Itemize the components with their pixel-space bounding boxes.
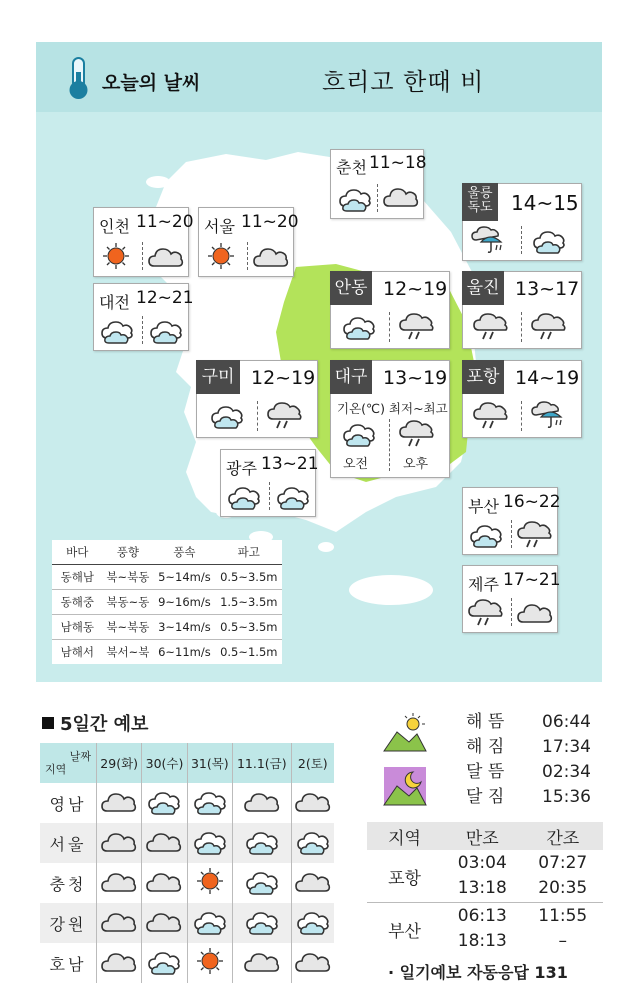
city-name: 구미	[196, 360, 240, 394]
city-name-line2: 독도	[467, 200, 493, 215]
cloudy-icon	[253, 242, 289, 270]
city-name: 인천	[99, 217, 130, 236]
city-name: 울진	[462, 271, 504, 305]
partly-cloudy-icon	[341, 312, 377, 340]
cloudy-icon	[101, 827, 137, 855]
region-name: 호남	[40, 943, 97, 983]
city-name: 대구	[330, 360, 372, 394]
sea-cell: 북~북동	[103, 565, 154, 590]
partly-cloudy-icon	[244, 907, 280, 935]
legend-pm: 오후	[403, 457, 429, 472]
footer-hotline: · 일기예보 자동응답 131	[388, 963, 568, 982]
cloudy-icon	[101, 867, 137, 895]
rain-cloud-icon	[531, 312, 567, 340]
table-row	[40, 863, 334, 903]
city-temp: 13~17	[515, 278, 580, 300]
thermometer-icon	[64, 56, 94, 102]
tide-header: 간조	[546, 828, 580, 849]
partly-cloudy-icon	[192, 907, 228, 935]
region-name: 영남	[40, 783, 97, 823]
legend-am: 오전	[343, 457, 369, 472]
partly-cloudy-icon	[531, 226, 567, 254]
city-temp: 13~19	[383, 367, 448, 389]
sea-cell: 북서~북	[106, 645, 150, 659]
cloudy-icon	[295, 867, 331, 895]
partly-cloudy-icon	[244, 827, 280, 855]
tide-high: 18:13	[457, 931, 507, 951]
partly-cloudy-icon	[295, 827, 331, 855]
tide-low: 20:35	[538, 878, 588, 898]
region-name: 충청	[40, 863, 97, 903]
sea-header: 파고	[216, 540, 282, 565]
city-card-chuncheon	[330, 149, 427, 219]
partly-cloudy-icon	[192, 827, 228, 855]
moonset-label: 달 짐	[466, 787, 505, 807]
cloudy-icon	[244, 787, 280, 815]
rain-umbrella-icon	[531, 401, 567, 429]
partly-cloudy-icon	[192, 787, 228, 815]
city-name-line1: 울릉	[467, 186, 493, 201]
city-name: 광주	[226, 459, 257, 478]
sea-header: 풍속	[153, 540, 215, 565]
sunny-icon	[203, 242, 239, 270]
sunny-icon	[192, 867, 228, 895]
city-name: 대전	[99, 293, 130, 312]
sea-cell: 5~14m/s	[153, 565, 215, 590]
sea-header: 풍향	[103, 540, 154, 565]
moonrise-time: 02:34	[542, 762, 591, 782]
city-card-uljin	[462, 271, 582, 349]
city-name: 안동	[330, 271, 372, 305]
partly-cloudy-icon	[148, 316, 184, 344]
forecast-date: 30(수)	[142, 743, 187, 783]
tide-high: 06:13	[457, 906, 507, 926]
table-row	[40, 903, 334, 943]
region-name: 서울	[40, 823, 97, 863]
partly-cloudy-icon	[468, 520, 504, 548]
tide-low: –	[558, 931, 567, 951]
sunrise-icon	[383, 712, 427, 752]
city-card-daegu	[330, 360, 450, 478]
sea-cell: 북동~동	[103, 590, 154, 615]
sea-cell: 3~14m/s	[153, 615, 215, 640]
rain-umbrella-icon	[471, 226, 507, 254]
table-row	[40, 783, 334, 823]
partly-cloudy-icon	[209, 401, 245, 429]
sea-cell: 남해동	[52, 615, 103, 640]
temp-legend-label: 기온(℃) 최저~최고	[337, 401, 448, 416]
city-card-incheon	[93, 207, 194, 277]
city-temp: 12~21	[136, 288, 194, 308]
rain-cloud-icon	[399, 419, 435, 447]
sea-cell: 0.5~1.5m	[220, 645, 278, 659]
city-name: 서울	[204, 217, 235, 236]
rain-cloud-icon	[399, 312, 435, 340]
table-row	[40, 943, 334, 983]
city-card-daejeon	[93, 283, 194, 351]
rain-cloud-icon	[473, 312, 509, 340]
sea-cell: 남해서	[60, 645, 94, 659]
city-card-gwangju	[220, 449, 319, 517]
city-card-jeju	[462, 565, 561, 633]
city-name: 제주	[468, 575, 499, 594]
sea-cell: 동해중	[52, 590, 103, 615]
sunrise-label: 해 뜸	[466, 712, 505, 732]
partly-cloudy-icon	[295, 907, 331, 935]
corner-cell	[40, 743, 97, 783]
city-temp: 12~19	[251, 367, 316, 389]
sea-cell: 0.5~3.5m	[216, 615, 282, 640]
cloudy-icon	[146, 907, 182, 935]
square-bullet-icon	[42, 717, 54, 729]
cloudy-icon	[244, 947, 280, 975]
cloudy-icon	[148, 242, 184, 270]
city-temp: 12~19	[383, 278, 448, 300]
partly-cloudy-icon	[146, 947, 182, 975]
tide-low: 07:27	[538, 853, 588, 873]
corner-region-label: 지역	[45, 763, 67, 776]
sunny-icon	[98, 242, 134, 270]
city-temp: 11~18	[369, 153, 427, 173]
city-temp: 13~21	[261, 454, 319, 474]
region-name: 강원	[40, 903, 97, 943]
moonset-time: 15:36	[542, 787, 591, 807]
sunset-label: 해 짐	[466, 737, 505, 757]
city-temp: 14~19	[515, 367, 580, 389]
city-name: 포항	[462, 360, 504, 394]
sea-cell: 0.5~3.5m	[216, 565, 282, 590]
city-name: 춘천	[336, 158, 367, 177]
forecast-date: 11.1(금)	[232, 743, 291, 783]
partly-cloudy-icon	[226, 482, 262, 510]
forecast-date: 2(토)	[291, 743, 334, 783]
city-temp: 14~15	[511, 191, 579, 215]
city-temp: 11~20	[241, 212, 299, 232]
sunset-time: 17:34	[542, 737, 591, 757]
jeju-island	[349, 575, 433, 605]
tide-low: 11:55	[538, 906, 588, 926]
sea-cell: 동해남	[52, 565, 103, 590]
table-row	[52, 640, 282, 665]
rain-cloud-icon	[473, 401, 509, 429]
table-row	[52, 615, 282, 640]
city-card-busan	[462, 487, 561, 555]
tide-region: 부산	[388, 921, 421, 942]
cloudy-icon	[146, 827, 182, 855]
city-card-gumi	[196, 360, 318, 438]
city-card-seoul	[198, 207, 299, 277]
table-row	[367, 903, 603, 956]
city-temp: 17~21	[503, 570, 561, 590]
tide-region: 포항	[367, 850, 442, 903]
tide-high: 03:04	[457, 853, 507, 873]
rain-cloud-icon	[517, 520, 553, 548]
sea-cell: 9~16m/s	[153, 590, 215, 615]
sea-header: 바다	[52, 540, 103, 565]
sea-cell: 북~북동	[103, 615, 154, 640]
sunrise-time: 06:44	[542, 712, 591, 732]
sea-cell: 1.5~3.5m	[216, 590, 282, 615]
tide-table	[367, 822, 603, 955]
city-temp: 16~22	[503, 492, 561, 512]
sunny-icon	[192, 947, 228, 975]
sea-conditions-table	[52, 540, 282, 664]
sun-moon-times	[466, 710, 591, 810]
city-card-ulleung	[462, 183, 582, 261]
table-row	[52, 565, 282, 590]
header-title: 오늘의 날씨	[102, 72, 201, 94]
city-temp: 11~20	[136, 212, 194, 232]
table-row	[367, 850, 603, 903]
header-weather-summary: 흐리고 한때 비	[322, 68, 485, 96]
cloudy-icon	[101, 787, 137, 815]
cloudy-icon	[295, 787, 331, 815]
cloudy-icon	[101, 947, 137, 975]
city-name: 부산	[468, 497, 499, 516]
moonrise-icon	[383, 766, 427, 806]
tide-header: 만조	[465, 828, 499, 849]
five-day-forecast-table	[40, 743, 334, 983]
partly-cloudy-icon	[146, 787, 182, 815]
cloudy-icon	[146, 867, 182, 895]
sea-cell: 6~11m/s	[158, 645, 211, 659]
corner-date-label: 날짜	[69, 750, 91, 763]
forecast-date: 29(화)	[97, 743, 142, 783]
partly-cloudy-icon	[244, 867, 280, 895]
partly-cloudy-icon	[341, 419, 377, 447]
cloudy-icon	[101, 907, 137, 935]
tide-header: 지역	[388, 828, 421, 849]
rain-cloud-icon	[267, 401, 303, 429]
city-card-pohang	[462, 360, 582, 438]
rain-cloud-icon	[468, 598, 504, 626]
table-row	[52, 590, 282, 615]
forecast-date: 31(목)	[187, 743, 232, 783]
cloudy-icon	[383, 182, 419, 210]
forecast-title-text: 5일간 예보	[60, 714, 149, 735]
cloudy-icon	[295, 947, 331, 975]
forecast-title	[42, 710, 148, 736]
city-card-andong	[330, 271, 450, 349]
tide-high: 13:18	[457, 878, 507, 898]
partly-cloudy-icon	[99, 316, 135, 344]
partly-cloudy-icon	[275, 482, 311, 510]
moonrise-label: 달 뜸	[466, 762, 505, 782]
partly-cloudy-icon	[337, 184, 373, 212]
cloudy-icon	[517, 598, 553, 626]
table-row	[40, 823, 334, 863]
